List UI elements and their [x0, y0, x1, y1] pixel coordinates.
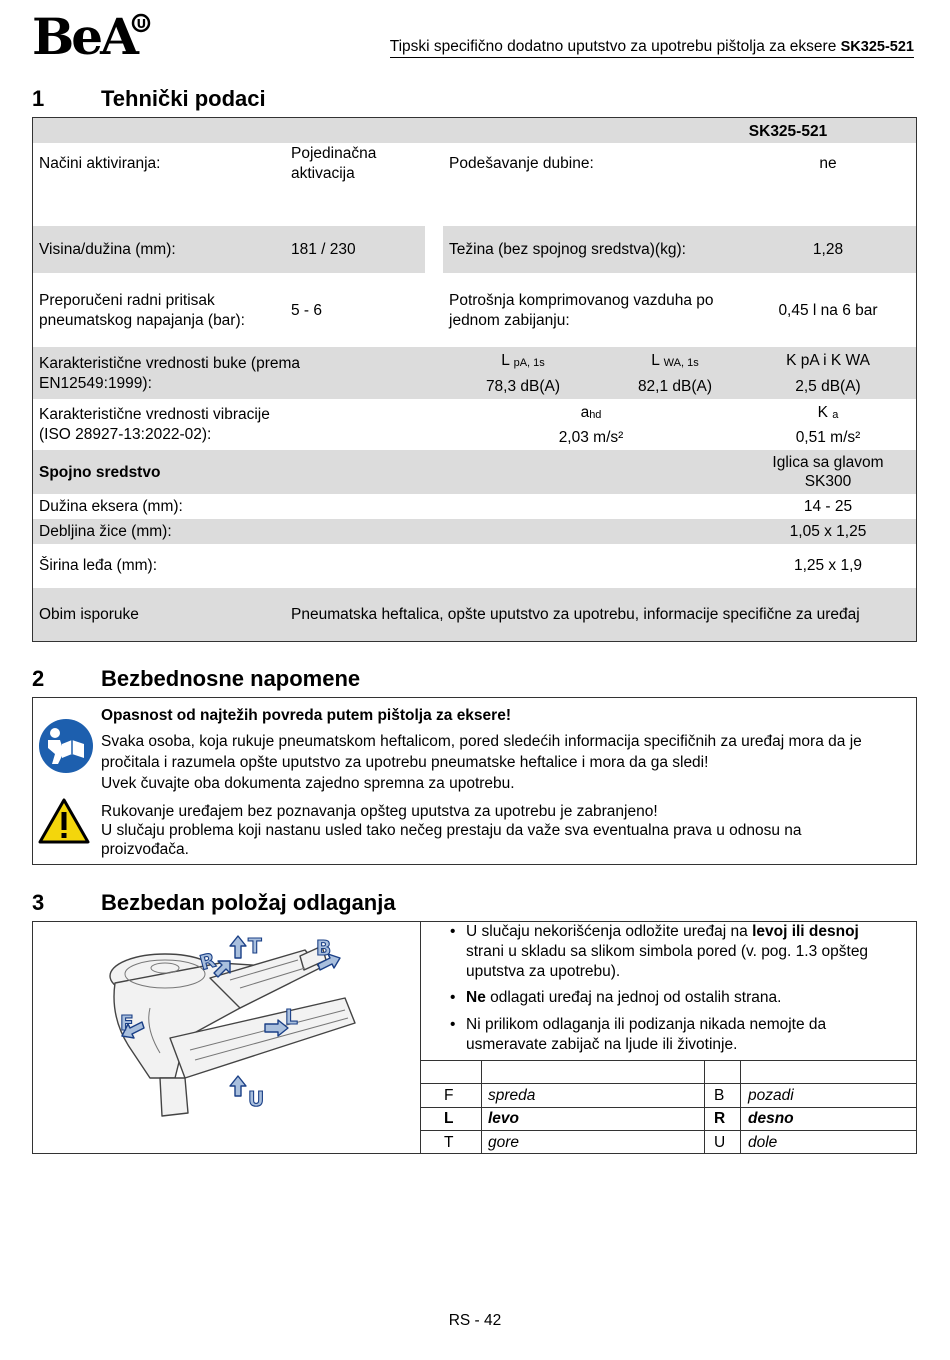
noise-label-1: Karakteristične vrednosti buke (prema: [39, 355, 301, 372]
safety-paragraph-1-line-3: Uvek čuvajte oba dokumenta zajedno spremna za upotrebu.: [101, 775, 515, 792]
section-1-number: 1: [32, 86, 45, 111]
bea-logo: [32, 10, 152, 60]
scope-label: Obim isporuke: [39, 606, 139, 623]
height-value: 181 / 230: [291, 241, 356, 258]
air-value: 0,45 l na 6 bar: [778, 302, 878, 319]
lwa-value: 82,1 dB(A): [637, 378, 713, 395]
figure-label-t: T: [248, 934, 262, 958]
ahd-header: ahd: [580, 404, 602, 421]
legend-key-u: U: [714, 1134, 726, 1151]
safety-box: [32, 697, 917, 865]
ka-value: 0,51 m/s²: [795, 429, 861, 446]
safety-paragraph-1-line-2: pročitala i razumela opšte uputstvo za upotrebu pneumatske heftalice i mora da ga sledi!: [101, 754, 709, 771]
nail-length-value: 14 - 25: [803, 498, 853, 515]
lpa-value: 78,3 dB(A): [485, 378, 561, 395]
wire-thickness-label: Debljina žice (mm):: [39, 523, 172, 540]
legend-value-top: gore: [488, 1134, 520, 1151]
storage-bullet-3-line-2: usmeravate zabijač na ljude ili životinje.: [466, 1036, 738, 1053]
page-number: RS - 42: [448, 1312, 502, 1329]
pressure-label-2: pneumatskog napajanja (bar):: [39, 312, 245, 329]
read-manual-icon: [38, 718, 94, 774]
storage-bullet-1-line-2: strani u skladu sa slikom simbola pored (v. pog. 1.3 opšteg: [466, 943, 869, 960]
logo-text: BeA: [32, 10, 136, 60]
lpa-header: L pA, 1s: [501, 352, 545, 369]
kpa-header: K pA i K WA: [786, 352, 870, 369]
figure-label-r: R: [197, 947, 219, 975]
scope-value: Pneumatska heftalica, opšte uputstvo za upotrebu, informacije specifične za uređaj: [291, 606, 860, 623]
pressure-value: 5 - 6: [291, 302, 323, 319]
figure-label-b: B: [316, 936, 332, 960]
crown-width-label: Širina leđa (mm):: [39, 557, 157, 574]
figure-label-f: F: [120, 1011, 134, 1035]
legend-value-right: desno: [748, 1110, 794, 1127]
legend-value-left: levo: [488, 1110, 520, 1127]
legend-value-bottom: dole: [748, 1134, 778, 1151]
figure-label-l: L: [285, 1005, 298, 1029]
header-title: Tipski specifično dodatno uputstvo za upotrebu pištolja za eksere SK325-521: [390, 38, 914, 58]
nailer-storage-figure: [90, 928, 410, 1128]
depth-label: Podešavanje dubine:: [449, 155, 594, 172]
activation-value-1: Pojedinačna: [291, 145, 377, 162]
safety-warning-title: Opasnost od najtežih povreda putem pištolja za eksere!: [101, 707, 511, 724]
section-3-number: 3: [32, 890, 45, 915]
ka-header: K a: [817, 404, 839, 421]
model-header: SK325-521: [748, 123, 828, 140]
storage-bullet-1-line-3: uputstva za upotrebu).: [466, 963, 621, 980]
legend-value-front: spreda: [488, 1087, 536, 1104]
tech-data-table: [32, 117, 917, 642]
section-2-number: 2: [32, 666, 45, 691]
warning-icon: [38, 798, 90, 844]
storage-bullet-3-line-1: • Ni prilikom odlaganja ili podizanja nikada nemojte da: [450, 1016, 827, 1033]
legend-value-back: pozadi: [748, 1087, 794, 1104]
fastener-value-1: Iglica sa glavom: [772, 454, 884, 471]
vibration-label-2: (ISO 28927-13:2022-02):: [39, 426, 212, 443]
storage-bullet-2: • Ne odlagati uređaj na jednoj od ostalih strana.: [450, 989, 782, 1006]
section-3-title: Bezbedan položaj odlaganja: [101, 890, 396, 915]
weight-label: Težina (bez spojnog sredstva)(kg):: [449, 241, 686, 258]
depth-value: ne: [819, 155, 837, 172]
crown-width-value: 1,25 x 1,9: [793, 557, 863, 574]
height-label: Visina/dužina (mm):: [39, 241, 176, 258]
legend-key-l: L: [444, 1110, 454, 1127]
activation-label: Načini aktiviranja:: [39, 155, 161, 172]
legend-key-t: T: [444, 1134, 454, 1151]
section-1-title: Tehnički podaci: [101, 86, 266, 111]
air-label-2: jednom zabijanju:: [449, 312, 570, 329]
vibration-label-1: Karakteristične vrednosti vibracije: [39, 406, 270, 423]
wire-thickness-value: 1,05 x 1,25: [789, 523, 867, 540]
lwa-header: L WA, 1s: [651, 352, 699, 369]
ahd-value: 2,03 m/s²: [558, 429, 624, 446]
safety-paragraph-2-line-3: proizvođača.: [101, 841, 189, 858]
nail-length-label: Dužina eksera (mm):: [39, 498, 183, 515]
fastener-value-2: SK300: [804, 473, 852, 490]
svg-text:U: U: [136, 17, 147, 31]
noise-label-2: EN12549:1999):: [39, 375, 152, 392]
fastener-label: Spojno sredstvo: [39, 464, 161, 481]
section-2-title: Bezbednosne napomene: [101, 666, 361, 691]
orientation-legend-table: [420, 1060, 917, 1154]
activation-value-2: aktivacija: [291, 165, 355, 182]
safety-paragraph-2-line-1: Rukovanje uređajem bez poznavanja opšteg uputstva za upotrebu je zabranjeno!: [101, 803, 658, 820]
weight-value: 1,28: [812, 241, 844, 258]
figure-label-u: U: [248, 1087, 265, 1111]
legend-key-f: F: [444, 1087, 454, 1104]
safety-paragraph-1-line-1: Svaka osoba, koja rukuje pneumatskom heftalicom, pored sledećih informacija specifičnih za uređaj mora da je: [101, 733, 862, 750]
pressure-label-1: Preporučeni radni pritisak: [39, 292, 215, 309]
kpa-value: 2,5 dB(A): [795, 378, 861, 395]
storage-bullet-1-line-1: • U slučaju nekorišćenja odložite uređaj na levoj ili desnoj: [450, 923, 859, 940]
safety-paragraph-2-line-2: U slučaju problema koji nastanu usled tako nečeg prestaju da važe sva eventualna prava u odnosu na: [101, 822, 802, 839]
legend-key-b: B: [714, 1087, 725, 1104]
air-label-1: Potrošnja komprimovanog vazduha po: [449, 292, 714, 309]
legend-key-r: R: [714, 1110, 726, 1127]
